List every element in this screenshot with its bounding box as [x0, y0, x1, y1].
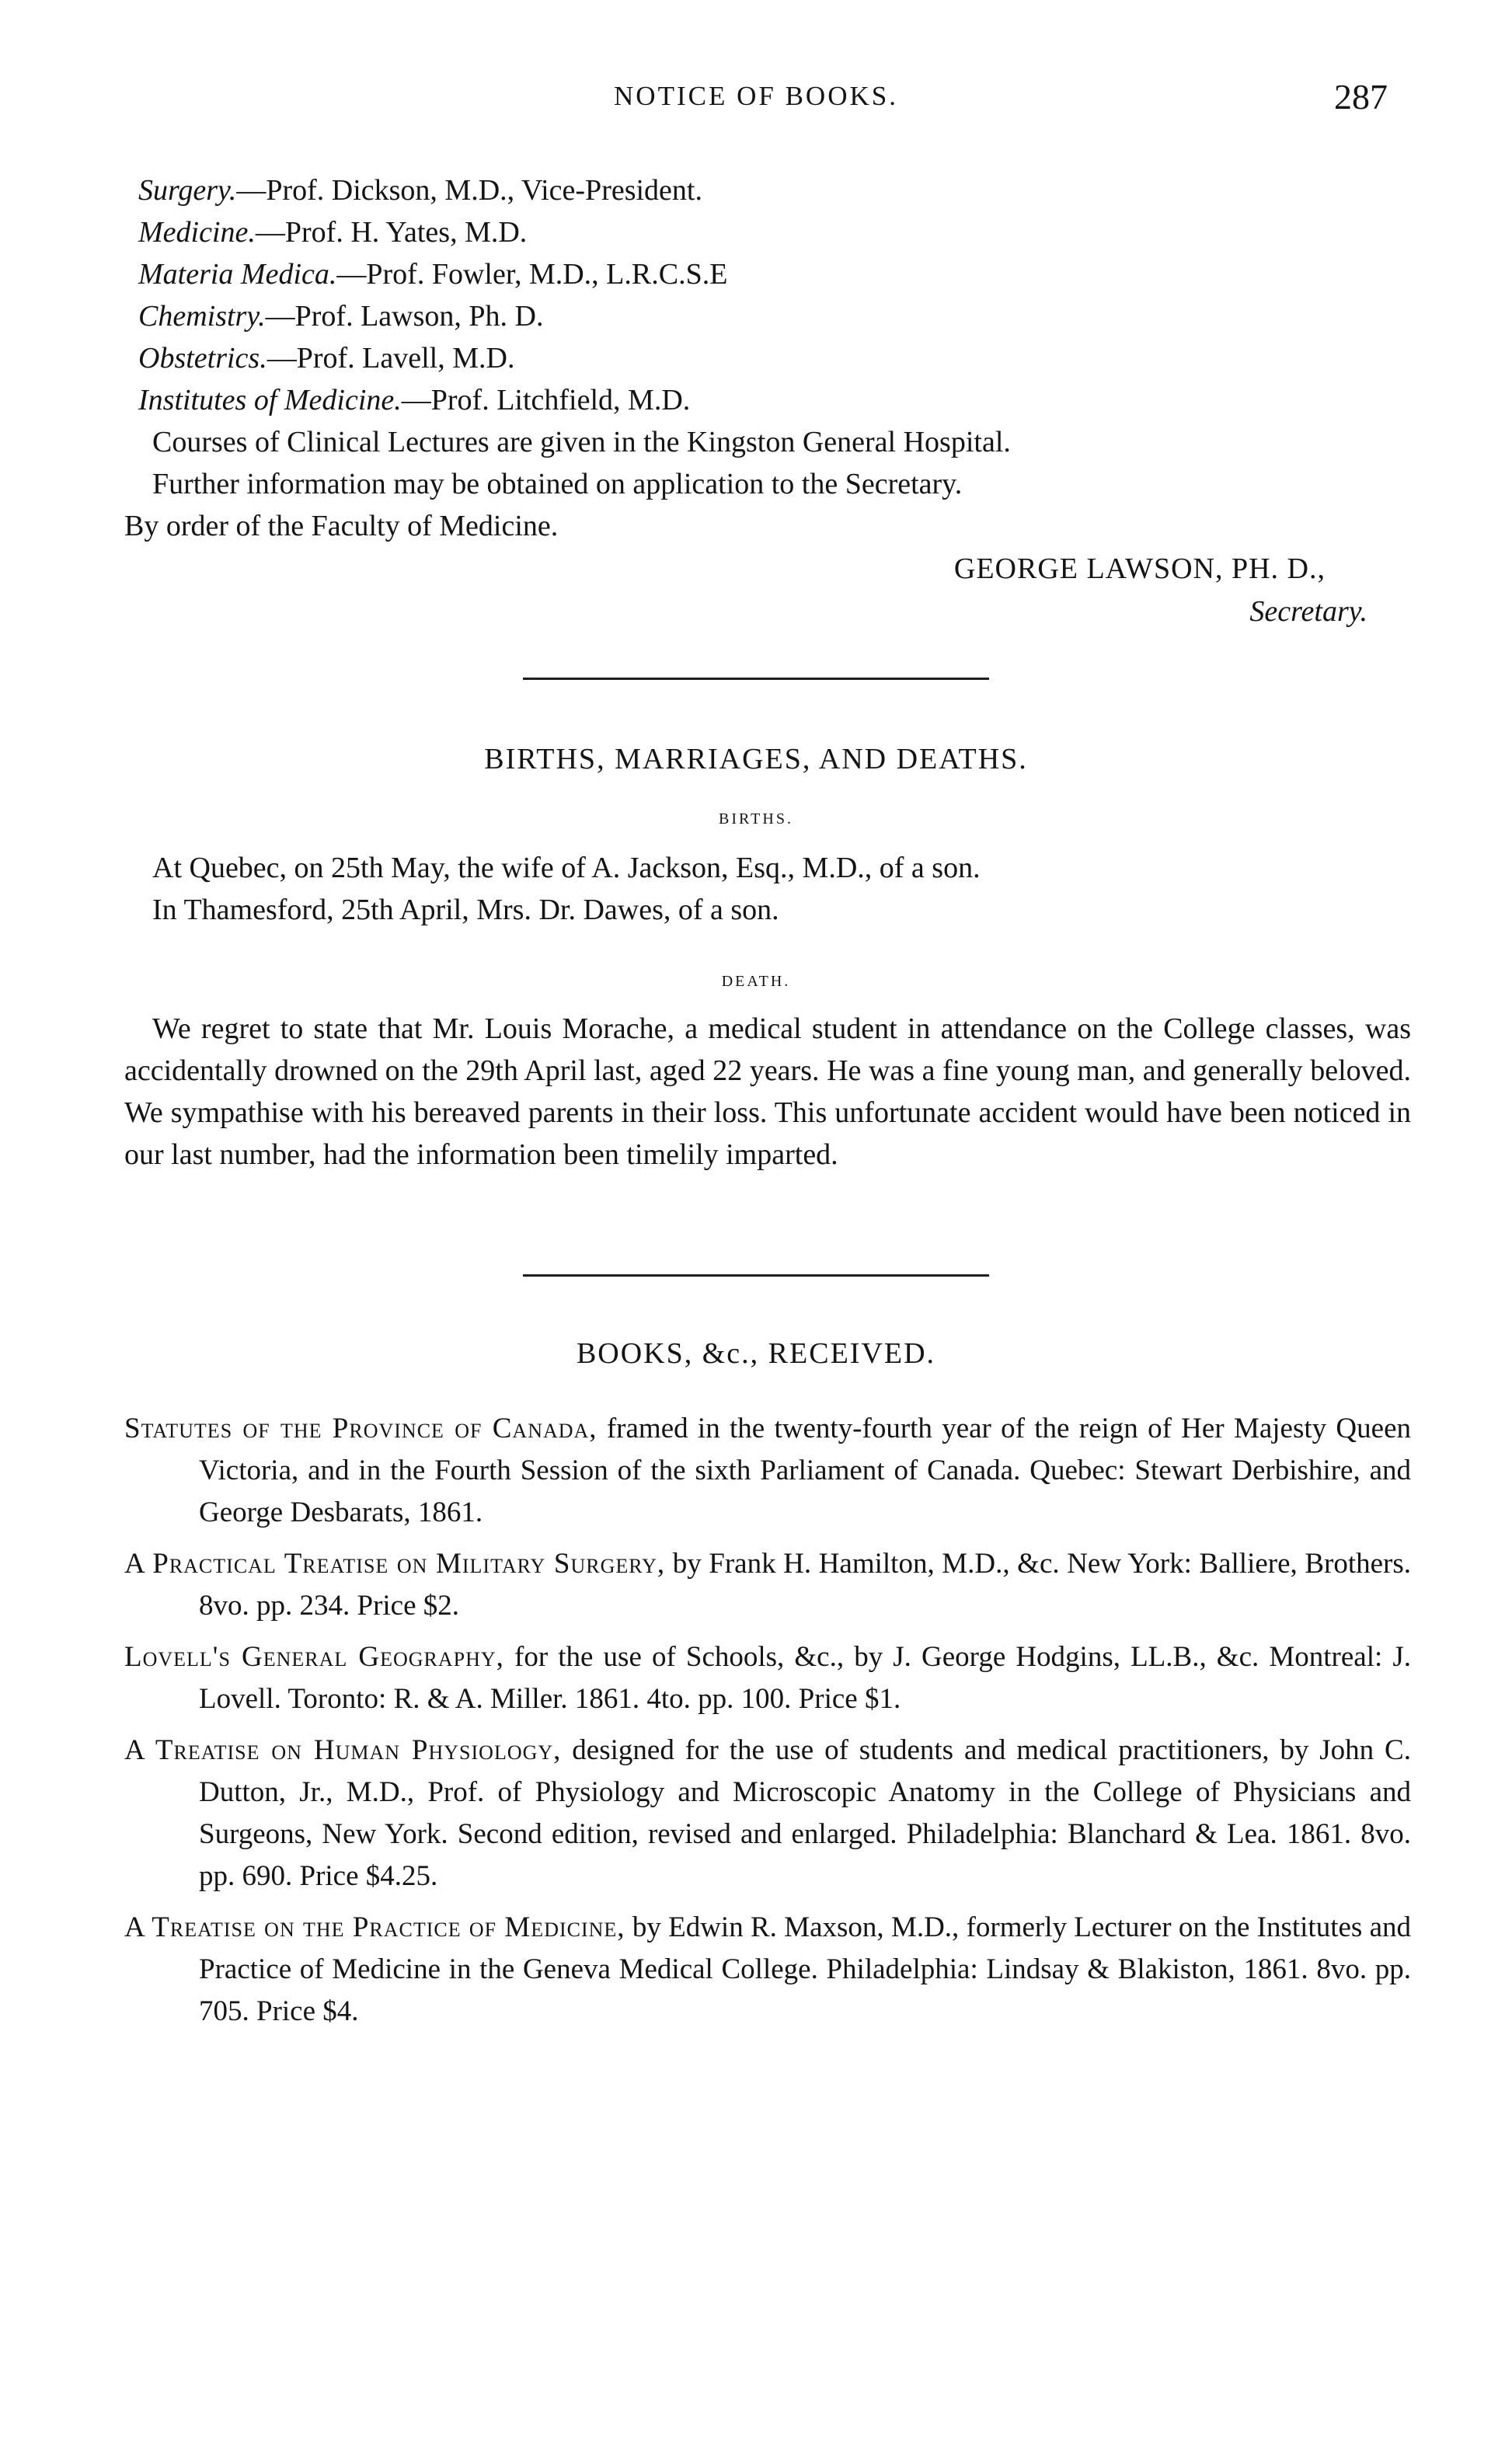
running-title: NOTICE OF BOOKS. — [614, 81, 898, 111]
book-detail: designed for the use of students and medical practitioners, by John C. Dutton, Jr., M.D., Prof. of Physiology and Microscopic Anatomy in the College of Physicians and Surgeons, New York. Second edition, revised and enlarged. Philadelphia: Blanchard & Lea. 1861. 8vo. pp. 690. Price $4.25. — [199, 1734, 1411, 1892]
faculty-subject: Surgery. — [138, 174, 237, 207]
book-title: Lovell's General Geography, — [124, 1641, 504, 1673]
faculty-professor: —Prof. Litchfield, M.D. — [401, 384, 691, 416]
book-detail: for the use of Schools, &c., by J. George Hodgins, LL.B., &c. Montreal: J. Lovell. Toronto: R. & A. Miller. 1861. 4to. pp. 100. Price $1. — [199, 1641, 1411, 1715]
books-heading: BOOKS, &c., RECEIVED. — [576, 1337, 936, 1370]
death-heading: DEATH. — [721, 973, 791, 990]
signature-title: Secretary. — [1249, 595, 1367, 628]
books-list — [124, 1408, 1411, 2042]
order-line: By order of the Faculty of Medicine. — [124, 510, 559, 542]
faculty-professor: —Prof. H. Yates, M.D. — [255, 216, 528, 249]
book-entry — [124, 1730, 1411, 1897]
bmd-heading: BIRTHS, MARRIAGES, AND DEATHS. — [484, 743, 1028, 775]
book-title: Statutes of the Province of Canada, — [124, 1413, 597, 1444]
faculty-line — [124, 211, 1411, 253]
book-entry — [124, 1543, 1411, 1627]
births-list — [124, 847, 1411, 931]
book-detail: by Edwin R. Maxson, M.D., formerly Lecturer on the Institutes and Practice of Medicine in the Geneva Medical College. Philadelphia: Lindsay & Blakiston, 1861. 8vo. pp. 705. Price $4. — [199, 1911, 1412, 2027]
book-title: A Treatise on the Practice of Medicine, — [124, 1911, 625, 1943]
faculty-subject: Institutes of Medicine. — [138, 384, 402, 416]
book-entry — [124, 1408, 1411, 1534]
faculty-line — [124, 253, 1411, 295]
faculty-professor: —Prof. Fowler, M.D., L.R.C.S.E — [336, 258, 728, 291]
clinical-note: Courses of Clinical Lectures are given in the Kingston General Hospital. — [152, 426, 1011, 458]
book-title: A Practical Treatise on Military Surgery, — [124, 1548, 666, 1580]
info-note: Further information may be obtained on application to the Secretary. — [152, 468, 963, 500]
births-heading: BIRTHS. — [719, 810, 793, 828]
faculty-line — [124, 337, 1411, 379]
faculty-professor: —Prof. Lavell, M.D. — [267, 342, 515, 375]
book-detail: framed in the twenty-fourth year of the reign of Her Majesty Queen Victoria, and in the Fourth Session of the sixth Parliament of Canada. Quebec: Stewart Derbishire, and George Desbarats, 1861. — [199, 1413, 1411, 1528]
faculty-subject: Chemistry. — [138, 300, 266, 333]
faculty-subject: Materia Medica. — [138, 258, 337, 291]
faculty-professor: —Prof. Dickson, M.D., Vice-President. — [236, 174, 702, 207]
faculty-line — [124, 169, 1411, 211]
death-notice: We regret to state that Mr. Louis Morache, a medical student in attendance on the College classes, was accidentally drowned on the 29th April last, aged 22 years. He was a fine young man, and generally beloved. We sympathise with his bereaved parents in their loss. This unfortunate accident would have been noticed in our last number, had the information been timelily imparted. — [124, 1012, 1411, 1171]
book-detail: by Frank H. Hamilton, M.D., &c. New York: Balliere, Brothers. 8vo. pp. 234. Price $2. — [199, 1548, 1411, 1622]
faculty-subject: Obstetrics. — [138, 342, 267, 375]
book-title: A Treatise on Human Physiology, — [124, 1734, 562, 1766]
section-divider — [523, 678, 989, 680]
death-notice-block — [124, 1008, 1411, 1176]
birth-notice: In Thamesford, 25th April, Mrs. Dr. Dawes, of a son. — [152, 894, 779, 926]
birth-notice: At Quebec, on 25th May, the wife of A. Jackson, Esq., M.D., of a son. — [152, 852, 981, 884]
book-entry — [124, 1907, 1411, 2033]
page-number: 287 — [1334, 77, 1388, 117]
running-head — [0, 77, 1512, 127]
book-entry — [124, 1636, 1411, 1720]
faculty-line — [124, 295, 1411, 337]
signature-name: GEORGE LAWSON, PH. D., — [953, 552, 1326, 585]
faculty-section — [124, 169, 1411, 632]
faculty-subject: Medicine. — [138, 216, 256, 249]
faculty-line — [124, 379, 1411, 421]
faculty-professor: —Prof. Lawson, Ph. D. — [265, 300, 544, 333]
section-divider — [523, 1274, 989, 1277]
